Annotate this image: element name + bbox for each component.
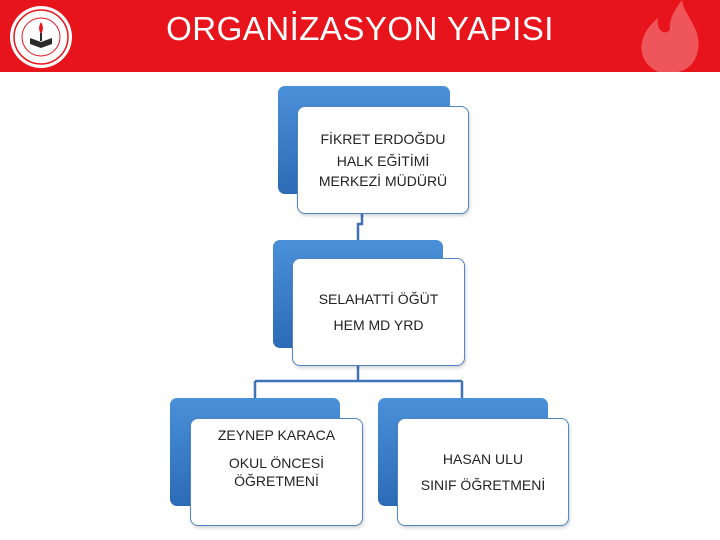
node-name: ZEYNEP KARACA (217, 427, 336, 443)
node-role: ÖĞRETMENİ (234, 473, 319, 489)
node-role: HEM MD YRD (333, 317, 424, 333)
node-name: HASAN ULU (442, 451, 524, 467)
node-role: MERKEZİ MÜDÜRÜ (318, 173, 448, 189)
node-role: OKUL ÖNCESİ (228, 455, 325, 471)
org-node-teacher-1 (190, 418, 363, 526)
org-node-teacher-2 (397, 418, 569, 526)
org-node-director (297, 106, 469, 214)
node-role: HALK EĞİTİMİ (336, 153, 430, 169)
node-role: SINIF ÖĞRETMENİ (420, 477, 546, 493)
node-name: SELAHATTİ ÖĞÜT (318, 291, 439, 307)
page-title: ORGANİZASYON YAPISI (166, 10, 554, 47)
org-node-deputy (292, 258, 465, 366)
node-name: FİKRET ERDOĞDU (320, 131, 446, 147)
